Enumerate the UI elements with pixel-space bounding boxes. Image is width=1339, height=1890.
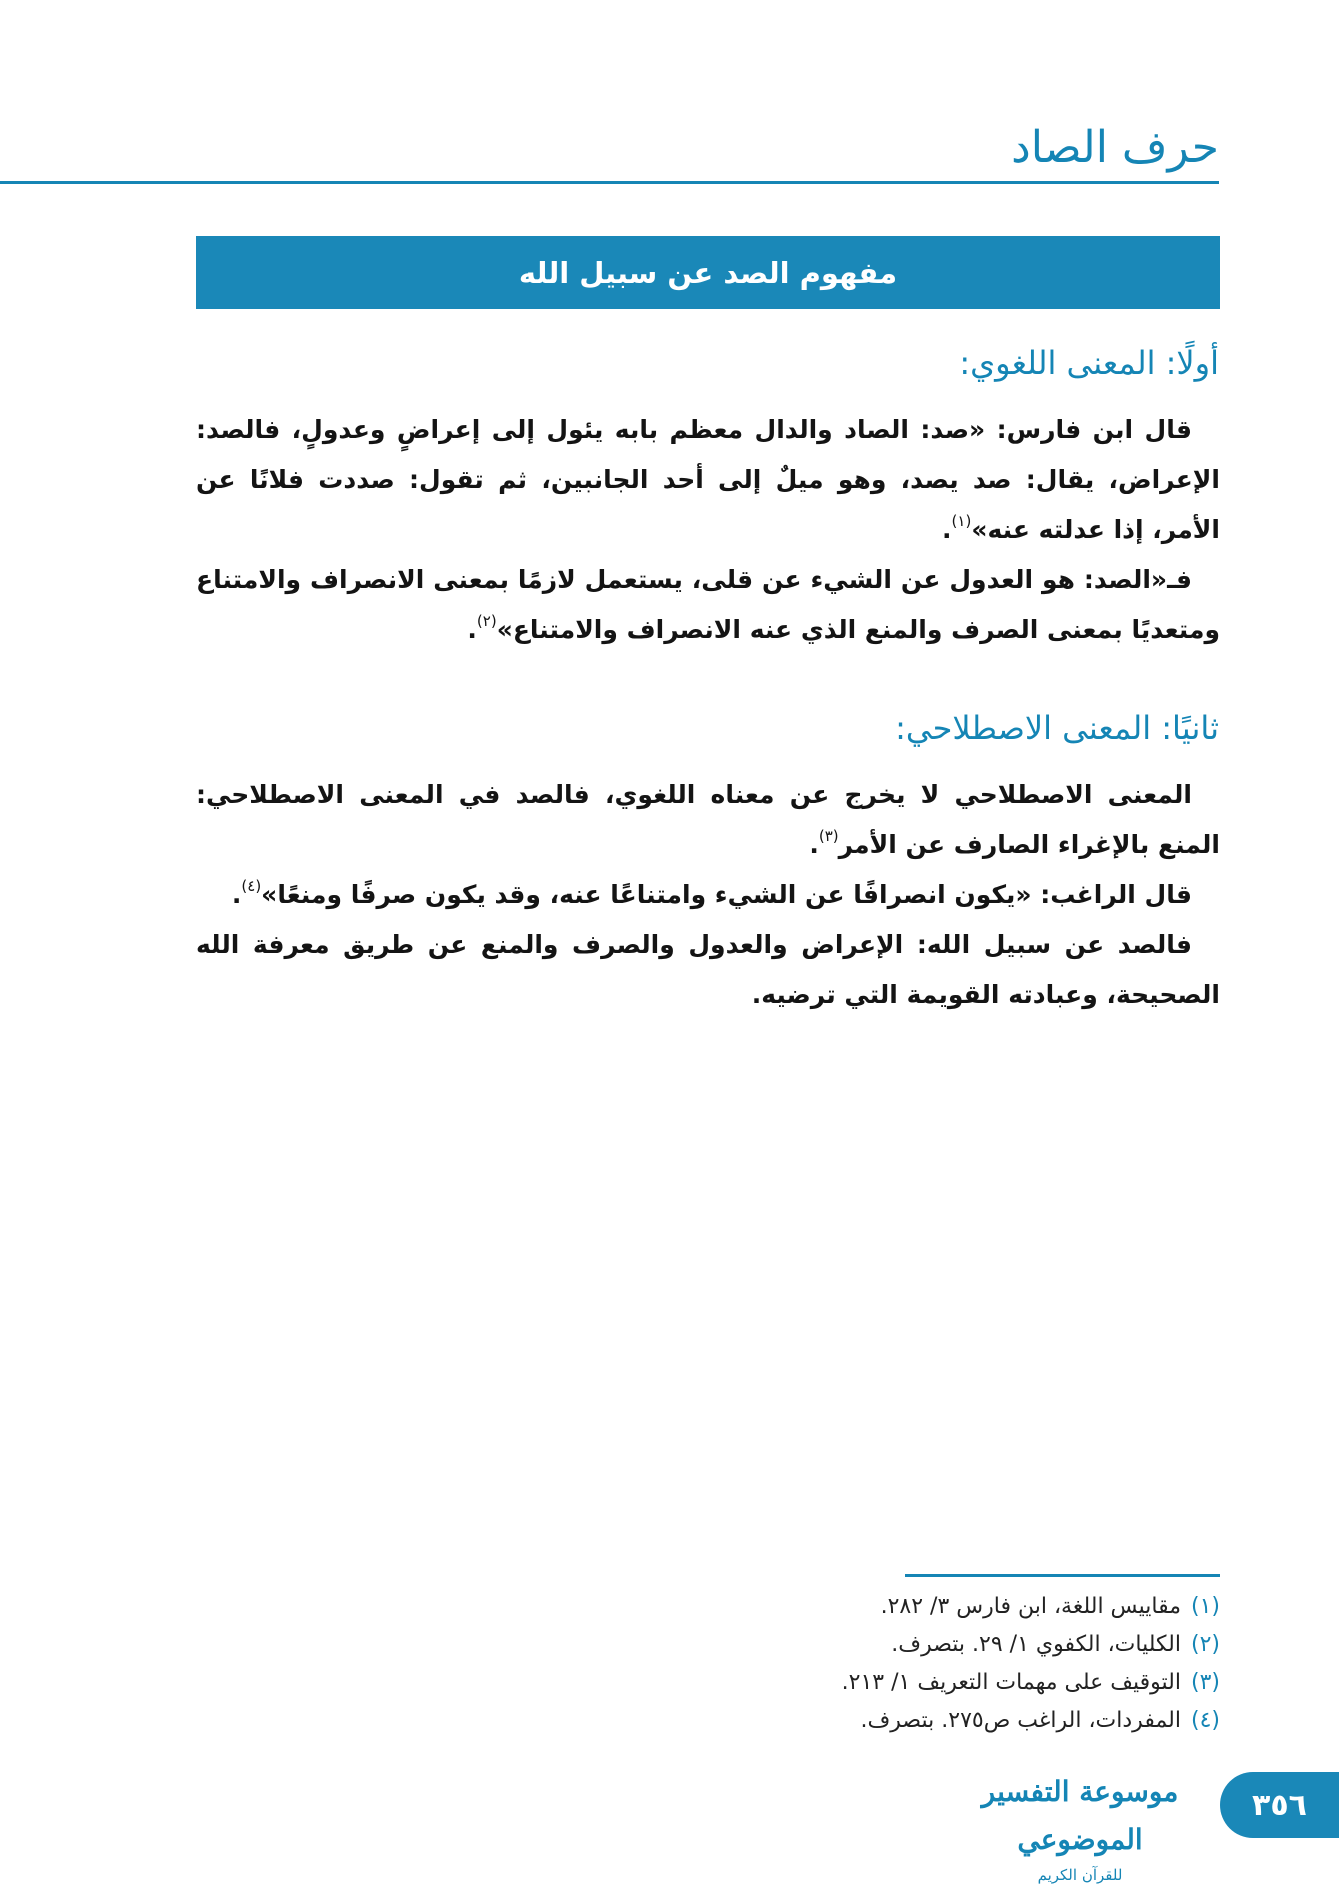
paragraph: قال الراغب: «يكون انصرافًا عن الشيء وامتناعًا عنه، وقد يكون صرفًا ومنعًا»$^{(٤)}$. bbox=[231, 877, 1192, 909]
running-head: حرف الصاد bbox=[1011, 122, 1219, 173]
page-number-tab bbox=[1220, 1772, 1339, 1838]
footnote bbox=[196, 1588, 1220, 1626]
footnote-number: (٤) bbox=[1190, 1708, 1220, 1733]
footnote-text: مقاييس اللغة، ابن فارس ٣/ ٢٨٢. bbox=[880, 1594, 1181, 1619]
logo-title: موسوعة التفسير الموضوعي bbox=[981, 1775, 1179, 1856]
page-number: ٣٥٦ bbox=[1252, 1787, 1307, 1823]
footnote-ref: (٤) bbox=[241, 877, 262, 895]
footnote bbox=[196, 1626, 1220, 1664]
footnote-ref: (١) bbox=[951, 512, 972, 530]
footnote bbox=[196, 1702, 1220, 1740]
section2-body bbox=[196, 770, 1220, 1020]
footnote-number: (٣) bbox=[1190, 1670, 1220, 1695]
paragraph bbox=[196, 920, 1220, 1020]
footnote-number: (١) bbox=[1190, 1594, 1220, 1619]
section-heading-terminological: ثانيًا: المعنى الاصطلاحي: bbox=[895, 709, 1219, 747]
footnotes bbox=[196, 1588, 1220, 1740]
footnote bbox=[196, 1664, 1220, 1702]
paragraph-text: فالصد عن سبيل الله: الإعراض والعدول والصرف والمنع عن طريق معرفة الله الصحيحة، وعبادته القويمة التي ترضيه. bbox=[196, 930, 1220, 1009]
footnote-number: (٢) bbox=[1190, 1632, 1220, 1657]
publication-logo bbox=[980, 1768, 1180, 1884]
paragraph-text: المعنى الاصطلاحي لا يخرج عن معناه اللغوي، فالصد في المعنى الاصطلاحي: المنع بالإغراء الصارف عن الأمر bbox=[196, 780, 1220, 859]
header-rule bbox=[0, 181, 1219, 184]
footnote-ref: (٢) bbox=[476, 612, 497, 630]
footnote-text: الكليات، الكفوي ١/ ٢٩. بتصرف. bbox=[891, 1632, 1181, 1657]
page-title: مفهوم الصد عن سبيل الله bbox=[518, 255, 898, 290]
section1-body bbox=[196, 405, 1220, 655]
footnote-ref: (٣) bbox=[818, 827, 839, 845]
paragraph: المعنى الاصطلاحي لا يخرج عن معناه اللغوي، فالصد في المعنى الاصطلاحي: المنع بالإغراء الصارف عن الأمر$^{(٣)}$. bbox=[196, 780, 1220, 859]
paragraph: قال ابن فارس: «صد: الصاد والدال معظم بابه يئول إلى إعراضٍ وعدولٍ، فالصد: الإعراض، يقال: صد يصد، وهو ميلٌ إلى أحد الجانبين، ثم تقول: صددت فلانًا عن الأمر، إذا عدلته عنه»$^{(١)}$. bbox=[196, 415, 1220, 544]
section-heading-linguistic: أولًا: المعنى اللغوي: bbox=[959, 344, 1219, 382]
logo-subtitle: للقرآن الكريم bbox=[1037, 1866, 1123, 1884]
paragraph-text: قال ابن فارس: «صد: الصاد والدال معظم بابه يئول إلى إعراضٍ وعدولٍ، فالصد: الإعراض، يقال: صد يصد، وهو ميلٌ إلى أحد الجانبين، ثم تقول: صددت فلانًا عن الأمر، إذا عدلته عنه» bbox=[196, 415, 1220, 544]
paragraph: فـ«الصد: هو العدول عن الشيء عن قلى، يستعمل لازمًا بمعنى الانصراف والامتناع ومتعديًا بمعنى الصرف والمنع الذي عنه الانصراف والامتناع»$^{(٢)}$. bbox=[196, 565, 1220, 644]
title-banner bbox=[196, 236, 1220, 309]
paragraph-text: فـ«الصد: هو العدول عن الشيء عن قلى، يستعمل لازمًا بمعنى الانصراف والامتناع ومتعديًا بمعنى الصرف والمنع الذي عنه الانصراف والامتناع» bbox=[196, 565, 1220, 644]
footnote-rule bbox=[905, 1574, 1220, 1577]
footnote-text: التوقيف على مهمات التعريف ١/ ٢١٣. bbox=[841, 1670, 1181, 1695]
footnote-text: المفردات، الراغب ص٢٧٥. بتصرف. bbox=[860, 1708, 1181, 1733]
paragraph-text: قال الراغب: «يكون انصرافًا عن الشيء وامتناعًا عنه، وقد يكون صرفًا ومنعًا» bbox=[261, 880, 1192, 909]
